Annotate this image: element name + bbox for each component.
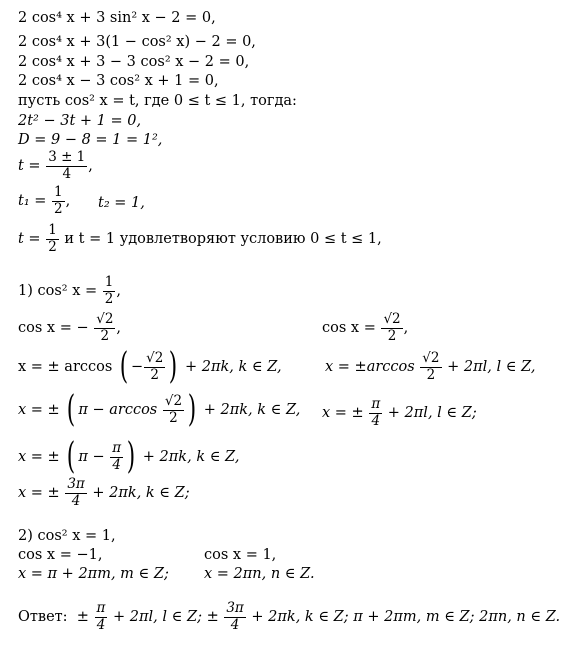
- roots-lhs: t =: [18, 158, 41, 174]
- x-pi-minus-arccos-line: [18, 388, 301, 430]
- fraction-numerator: 1: [48, 222, 57, 238]
- x-tail: + 2πl, l ∈ Z;: [387, 405, 477, 421]
- cos-negative-line: [18, 313, 121, 343]
- fraction-denominator: 2: [54, 200, 63, 217]
- x-arccos-tail: + 2πk, k ∈ Z,: [184, 359, 282, 375]
- right-paren: ): [126, 435, 136, 477]
- fraction-denominator: 4: [112, 456, 121, 473]
- left-paren: (: [67, 388, 76, 430]
- x-3pi-over-4-line: [18, 478, 190, 508]
- x-arccos-lhs: x = ± arccos: [18, 359, 113, 375]
- right-paren: ): [187, 388, 197, 430]
- answer-part-2: + 2πk, k ∈ Z; π + 2πm, m ∈ Z; 2πn, n ∈ Z.: [251, 609, 561, 625]
- condition-line: [18, 224, 382, 254]
- comma: ,: [65, 193, 71, 209]
- fraction-numerator: π: [96, 600, 106, 616]
- pi-minus: π −: [78, 449, 105, 465]
- case-2-cos-positive: cos x = 1,: [204, 547, 277, 563]
- case-2-x-2pi: x = 2πn, n ∈ Z.: [204, 566, 315, 582]
- t1-lhs: t₁ =: [18, 193, 47, 209]
- x-lhs: x = ±: [322, 405, 364, 421]
- fraction-denominator: 4: [230, 616, 240, 633]
- fraction-denominator: 2: [150, 366, 159, 383]
- fraction-numerator: π: [112, 440, 122, 456]
- t2-value: t₂ = 1,: [98, 195, 145, 211]
- fraction-numerator: 1: [104, 274, 114, 290]
- x-arccos-lhs: x = ±arccos: [325, 359, 415, 375]
- comma: ,: [116, 283, 121, 299]
- fraction-denominator: 2: [100, 327, 110, 344]
- comma: ,: [88, 158, 93, 174]
- fraction-numerator: 3 ± 1: [48, 149, 86, 165]
- fraction-numerator: √2: [422, 350, 440, 366]
- fraction-numerator: π: [371, 396, 381, 412]
- left-paren: (: [119, 345, 129, 387]
- roots-fraction: [46, 151, 87, 181]
- case-1-lhs: 1) cos² x =: [18, 283, 98, 299]
- fraction-numerator: √2: [146, 350, 164, 366]
- case-2-x-pi: x = π + 2πm, m ∈ Z;: [18, 566, 169, 582]
- x-lhs: x = ±: [18, 449, 60, 465]
- discriminant-line: D = 9 − 8 = 1 = 1²,: [18, 132, 163, 148]
- case-1-heading: [18, 276, 121, 306]
- fraction-denominator: 4: [96, 616, 106, 633]
- right-paren: ): [169, 345, 178, 387]
- answer-label: Ответ:: [18, 609, 68, 625]
- fraction-denominator: 2: [48, 238, 57, 255]
- minus-sign: −: [130, 359, 144, 375]
- x-arccos-tail: + 2πl, l ∈ Z,: [447, 359, 536, 375]
- roots-formula: [18, 151, 93, 181]
- plus-minus: ±: [206, 609, 219, 625]
- fraction-denominator: 4: [62, 165, 72, 182]
- fraction-numerator: 3π: [226, 600, 244, 616]
- fraction-numerator: 3π: [67, 476, 85, 492]
- x-tail: + 2πk, k ∈ Z,: [142, 449, 240, 465]
- left-paren: (: [67, 435, 76, 477]
- equation-line-4: 2 cos⁴ x − 3 cos² x + 1 = 0,: [18, 73, 219, 89]
- condition-text: и t = 1 удовлетворяют условию 0 ≤ t ≤ 1,: [64, 231, 382, 247]
- x-arccos-positive-line: [325, 352, 536, 382]
- substitution-line: пусть cos² x = t, где 0 ≤ t ≤ 1, тогда:: [18, 93, 297, 109]
- equation-line-2: 2 cos⁴ x + 3(1 − cos² x) − 2 = 0,: [18, 34, 256, 50]
- plus-minus: ±: [76, 609, 89, 625]
- case-2-heading: 2) cos² x = 1,: [18, 528, 116, 544]
- comma: ,: [403, 320, 409, 336]
- answer-line: [18, 602, 560, 632]
- pi-minus-arccos: π − arccos: [78, 402, 158, 418]
- x-lhs: x = ±: [18, 485, 60, 501]
- fraction-numerator: √2: [383, 311, 401, 327]
- equation-line-3: 2 cos⁴ x + 3 − 3 cos² x − 2 = 0,: [18, 54, 250, 70]
- cos-positive-lhs: cos x =: [322, 320, 376, 336]
- quadratic-equation: 2t² − 3t + 1 = 0,: [18, 113, 142, 129]
- x-lhs: x = ±: [18, 402, 60, 418]
- fraction-numerator: 1: [54, 184, 63, 200]
- fraction-numerator: √2: [96, 311, 114, 327]
- fraction-denominator: 2: [387, 327, 397, 344]
- fraction-denominator: 2: [104, 290, 114, 307]
- x-pi-over-4-line: [322, 398, 477, 428]
- fraction-denominator: 4: [371, 412, 381, 429]
- equation-line-1: 2 cos⁴ x + 3 sin² x − 2 = 0,: [18, 10, 216, 26]
- x-tail: + 2πk, k ∈ Z;: [92, 485, 190, 501]
- x-tail: + 2πk, k ∈ Z,: [203, 402, 301, 418]
- comma: ,: [116, 320, 122, 336]
- fraction-numerator: √2: [164, 393, 183, 409]
- fraction-denominator: 4: [71, 492, 81, 509]
- fraction-denominator: 2: [169, 409, 178, 426]
- t-lhs: t =: [18, 231, 41, 247]
- fraction-denominator: 2: [426, 366, 436, 383]
- case-2-cos-negative: cos x = −1,: [18, 547, 103, 563]
- x-arccos-negative-line: [18, 345, 282, 387]
- answer-part-1: + 2πl, l ∈ Z;: [113, 609, 202, 625]
- roots-values: [18, 186, 70, 216]
- x-pi-minus-pi-over-4-line: [18, 435, 240, 477]
- cos-positive-line: [322, 313, 408, 343]
- cos-negative-lhs: cos x = −: [18, 320, 89, 336]
